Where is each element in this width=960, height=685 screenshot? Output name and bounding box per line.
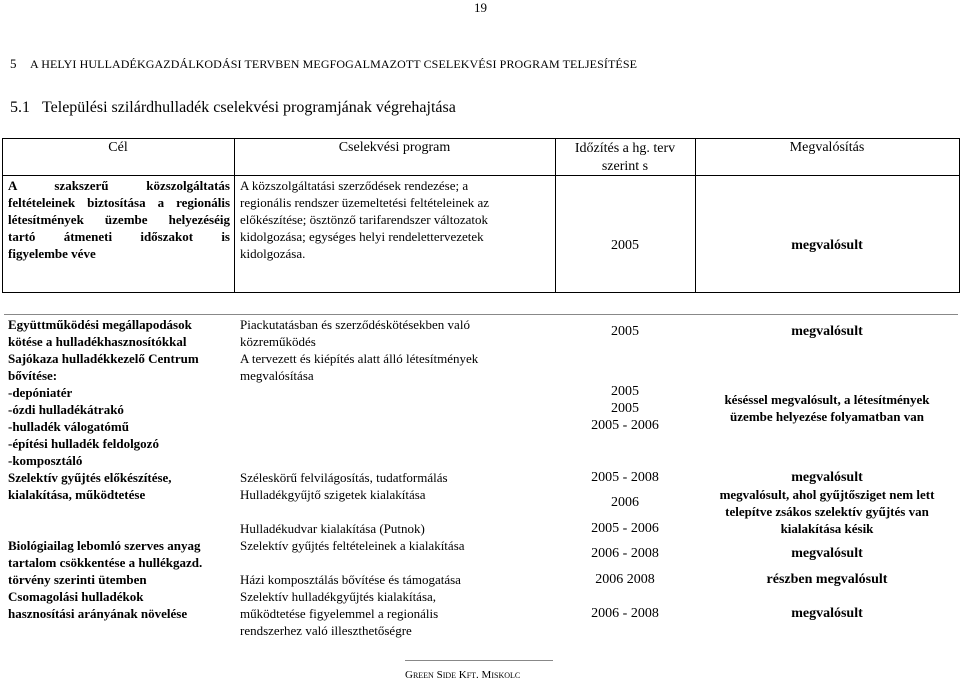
subsection-title-text: Települési szilárdhulladék cselekvési programjának végrehajtása (42, 99, 456, 116)
subsection-number: 5.1 (10, 99, 30, 116)
page-number: 19 (474, 0, 487, 15)
row1-action (240, 177, 552, 262)
goal-line: -depóniatér (8, 385, 73, 400)
action-awareness: Széleskörű felvilágosítás, tudatformálás (240, 470, 448, 485)
header-action: Cselekvési program (338, 140, 451, 155)
goal-line: Biológiailag lebomló szerves anyag (8, 538, 201, 553)
action-line: működtetése figyelemmel a regionális (240, 606, 439, 621)
row1-action-line: kidolgozása; egységes helyi rendelettervezetek (240, 229, 484, 244)
table-col-divider-1 (234, 138, 235, 293)
goal-line: Csomagolási hulladékok (8, 589, 144, 604)
goal-line: -építési hulladék feldolgozó (8, 436, 159, 451)
row1-goal-line: A szakszerű közszolgáltatás (8, 178, 230, 193)
result-4 (695, 486, 959, 520)
timing-2 (555, 383, 695, 434)
result-7: részben megvalósult (766, 572, 888, 587)
timing-line: 2005 (611, 401, 639, 416)
action-facilities (240, 350, 552, 384)
action-line: rendszerhez való illeszthetőségre (240, 623, 412, 638)
timing-8: 2006 - 2008 (591, 606, 659, 621)
action-line: megvalósítása (240, 368, 314, 383)
result-8: megvalósult (791, 606, 863, 621)
header-timing-line1: Időzítés a hg. terv (574, 141, 676, 156)
header-timing (555, 140, 695, 176)
result-5: kialakítása késik (780, 521, 874, 536)
table-top-border (2, 138, 960, 139)
row1-goal-line: figyelembe véve (8, 246, 96, 261)
timing-line: 2005 (611, 384, 639, 399)
action-selective-conditions: Szelektív gyűjtés feltételeinek a kialakítása (240, 538, 465, 553)
action-line: A tervezett és kiépítés alatt álló létesítmények (240, 351, 479, 366)
result-3: megvalósult (791, 470, 863, 485)
result-line: üzembe helyezése folyamatban van (730, 409, 924, 424)
goal-line: kialakítása, működtetése (8, 487, 146, 502)
section-number: 5 (10, 56, 17, 71)
timing-line: 2005 - 2006 (591, 418, 659, 433)
row1-goal-line: tartó átmeneti időszakot is (8, 229, 230, 244)
action-home-composting: Házi komposztálás bővítése és támogatása (240, 572, 461, 587)
row1-goal-line: feltételeinek biztosítása a regionális (8, 195, 230, 210)
goal-biodegradable (8, 537, 234, 588)
goal-line: Együttműködési megállapodások (8, 317, 192, 332)
result-line: megvalósult, ahol gyűjtősziget nem lett (719, 487, 935, 502)
row1-action-line: előkészítése; ösztönző tarifarendszer változatok (240, 212, 488, 227)
timing-1: 2005 (611, 324, 639, 339)
timing-6: 2006 - 2008 (591, 546, 659, 561)
row1-goal-line: létesítmények üzembe helyezéséig (8, 212, 230, 227)
timing-7: 2006 2008 (595, 572, 655, 587)
goal-line: -ózdi hulladékátrakó (8, 402, 124, 417)
section-title-text: A HELYI HULLADÉKGAZDÁLKODÁSI TERVBEN MEGFOGALMAZOTT CSELEKVÉSI PROGRAM TELJESÍTÉSE (30, 57, 638, 71)
goal-line: törvény szerinti ütemben (8, 572, 147, 587)
goal-line: kötése a hulladékhasznosítókkal (8, 334, 187, 349)
footer-line (405, 660, 553, 661)
header-goal: Cél (108, 140, 128, 155)
action-waste-yard: Hulladékudvar kialakítása (Putnok) (240, 521, 425, 536)
footer-company-text: Green Side Kft. Miskolc (405, 669, 521, 681)
timing-3: 2005 - 2008 (591, 470, 659, 485)
timing-4: 2006 (611, 495, 639, 510)
row1-result: megvalósult (791, 238, 863, 253)
goal-line: hasznosítási arányának növelése (8, 606, 188, 621)
row1-action-line: kidolgozása. (240, 246, 306, 261)
row1-action-line: regionális rendszer üzemeltetési feltételeinek az (240, 195, 490, 210)
goal-line: bővítése: (8, 368, 58, 383)
header-timing-line2: szerint s (601, 159, 649, 174)
action-line: Piackutatásban és szerződéskötésekben való (240, 317, 470, 332)
table-left-border (2, 138, 3, 293)
row1-goal (8, 177, 230, 262)
action-collection-islands: Hulladékgyűjtő szigetek kialakítása (240, 487, 426, 502)
section-title (10, 56, 637, 72)
goal-line: -komposztáló (8, 453, 83, 468)
goal-line: tartalom csökkentése a hullékgazd. (8, 555, 203, 570)
goal-line: Sajókaza hulladékkezelő Centrum (8, 351, 199, 366)
table-header-border (2, 175, 960, 176)
goal-sajokaza (8, 350, 234, 469)
goal-packaging (8, 588, 234, 622)
subsection-title (10, 99, 456, 117)
result-1: megvalósult (791, 324, 863, 339)
goal-line: Szelektív gyűjtés előkészítése, (8, 470, 172, 485)
table-lower-border (4, 314, 958, 315)
row1-action-line: A közszolgáltatási szerződések rendezése; a (240, 178, 469, 193)
goal-selective (8, 469, 234, 503)
result-line: késéssel megvalósult, a létesítmények (724, 392, 930, 407)
table-col-divider-3 (695, 138, 696, 293)
row1-timing: 2005 (611, 238, 639, 253)
action-line: Szelektív hulladékgyűjtés kialakítása, (240, 589, 437, 604)
action-line: közreműködés (240, 334, 316, 349)
goal-line: -hulladék válogatómű (8, 419, 129, 434)
result-2 (695, 391, 959, 425)
action-selective-system (240, 588, 552, 639)
goal-cooperation (8, 316, 234, 350)
result-line: telepítve zsákos szelektív gyűjtés van (725, 504, 929, 519)
action-market-research (240, 316, 552, 350)
table-row1-border (2, 292, 960, 293)
header-result: Megvalósítás (789, 140, 865, 155)
result-6: megvalósult (791, 546, 863, 561)
timing-5: 2005 - 2006 (591, 521, 659, 536)
footer-company (405, 669, 520, 681)
